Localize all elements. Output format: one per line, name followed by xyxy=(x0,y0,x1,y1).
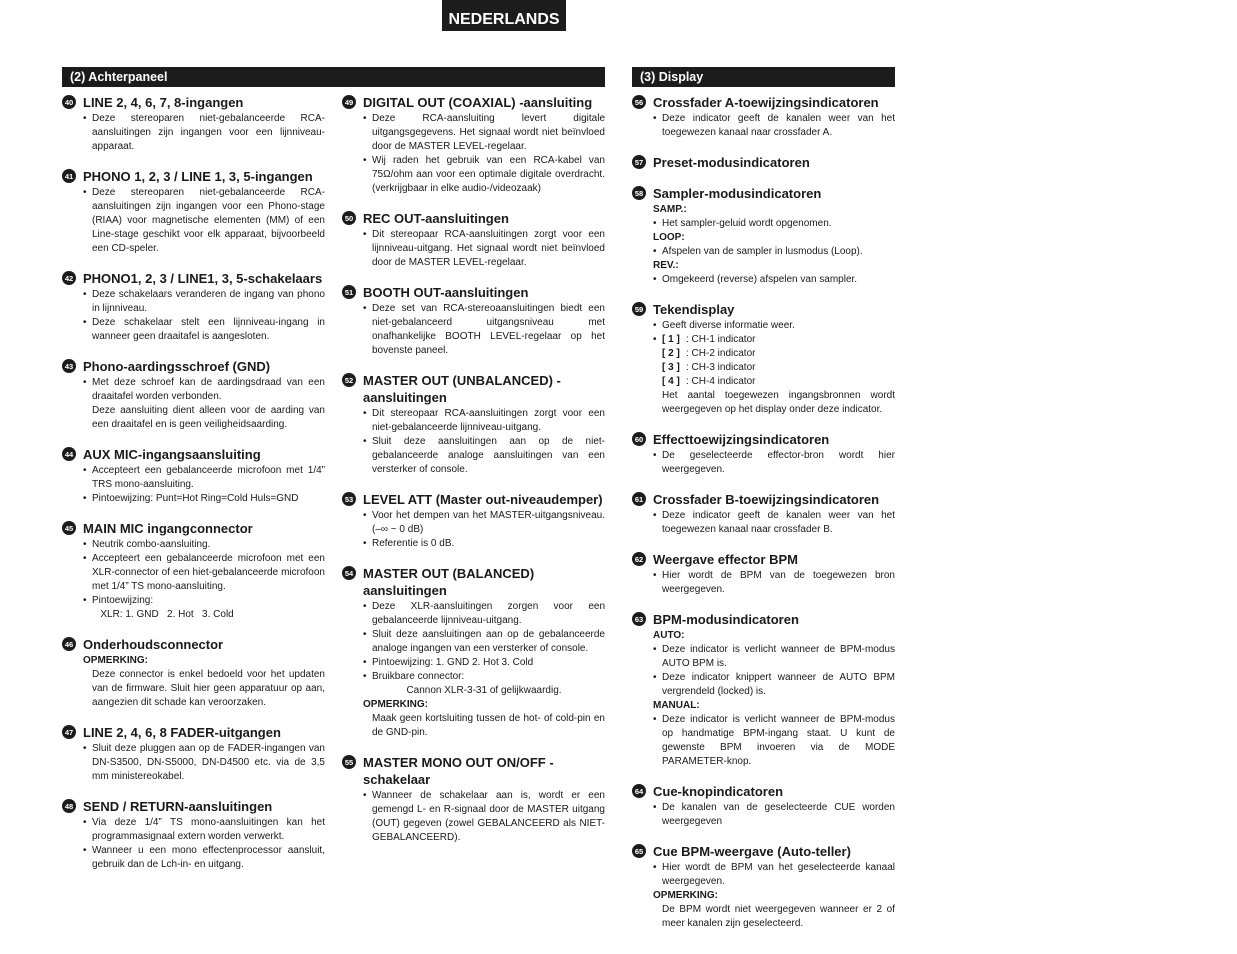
language-tab: NEDERLANDS xyxy=(442,0,566,31)
centered-text: Cannon XLR-3-31 of gelijkwaardig. xyxy=(406,685,562,696)
spec-item xyxy=(62,94,325,154)
spec-item xyxy=(632,783,895,829)
spec-item xyxy=(342,210,605,270)
item-heading xyxy=(342,372,605,406)
spec-item xyxy=(62,168,325,256)
item-heading xyxy=(62,636,325,653)
item-body xyxy=(62,464,325,506)
item-number-badge: 51 xyxy=(342,285,356,299)
bullet-text: Pintoewijzing: Punt=Hot Ring=Cold Huls=GND xyxy=(92,493,299,504)
channel-text: : CH-3 indicator xyxy=(686,362,756,373)
bullet-dot: • xyxy=(363,538,367,549)
item-heading xyxy=(632,94,895,111)
item-heading xyxy=(342,565,605,599)
bullet-item xyxy=(653,112,895,140)
bullet-text: Sluit deze aansluitingen aan op de niet-gebalanceerde analoge aansluitingen van een versterker of console. xyxy=(372,436,605,475)
item-heading xyxy=(632,431,895,448)
spec-item xyxy=(62,270,325,344)
bullet-text: De kanalen van de geselecteerde CUE worden weergegeven xyxy=(662,802,895,827)
bullet-dot: • xyxy=(363,408,367,419)
item-heading xyxy=(342,491,605,508)
item-number-badge: 55 xyxy=(342,755,356,769)
item-number-badge: 57 xyxy=(632,155,646,169)
item-title: MASTER OUT (BALANCED) aansluitingen xyxy=(363,566,535,598)
item-body xyxy=(632,861,898,931)
item-heading xyxy=(632,783,895,800)
bullet-item xyxy=(653,861,895,889)
spec-item xyxy=(342,284,605,358)
bullet-dot: • xyxy=(363,510,367,521)
channel-code: [ 2 ] xyxy=(662,348,680,359)
spec-item xyxy=(62,520,325,622)
item-heading xyxy=(62,168,325,185)
item-body xyxy=(632,569,895,597)
item-heading xyxy=(342,94,605,111)
bullet-item xyxy=(363,112,605,154)
item-heading xyxy=(62,798,325,815)
item-heading xyxy=(632,185,895,202)
item-number-badge: 64 xyxy=(632,784,646,798)
channel-entry xyxy=(662,375,755,389)
sub-label: OPMERKING: xyxy=(653,890,718,901)
bullet-dot: • xyxy=(653,714,657,725)
item-title: PHONO 1, 2, 3 / LINE 1, 3, 5-ingangen xyxy=(83,169,313,184)
bullet-dot: • xyxy=(83,377,87,388)
item-body xyxy=(632,319,898,417)
bullet-item xyxy=(83,464,325,492)
bullet-dot: • xyxy=(363,436,367,447)
item-title: LINE 2, 4, 6, 8 FADER-uitgangen xyxy=(83,725,281,740)
item-heading xyxy=(62,270,325,287)
item-title: LINE 2, 4, 6, 7, 8-ingangen xyxy=(83,95,244,110)
item-body xyxy=(342,509,605,551)
bullet-text: Accepteert een gebalanceerde microfoon met een XLR-connector of een hiet-gebalanceerde microfoon met 1/4” TS mono-aansluiting. xyxy=(92,553,325,592)
bullet-item xyxy=(653,671,895,699)
bullet-text: Wij raden het gebruik van een RCA-kabel van 75Ω/ohm aan voor een optimale digitale overdracht. (verkrijgbaar in elke audio-/videozaak) xyxy=(372,155,605,194)
spec-item xyxy=(62,446,325,506)
spec-item xyxy=(342,754,605,845)
item-number-badge: 48 xyxy=(62,799,76,813)
bullet-dot: • xyxy=(363,113,367,124)
bullet-text: Pintoewijzing: xyxy=(92,595,154,606)
column-left xyxy=(62,94,328,886)
spec-item xyxy=(62,724,325,784)
bullet-text: Referentie is 0 dB. xyxy=(372,538,455,549)
item-number-badge: 59 xyxy=(632,302,646,316)
item-title: PHONO1, 2, 3 / LINE1, 3, 5-schakelaars xyxy=(83,271,323,286)
bullet-dot: • xyxy=(83,845,87,856)
channel-entry xyxy=(662,361,755,375)
bullet-text: Geeft diverse informatie weer. xyxy=(662,320,795,331)
bullet-text: Sluit deze pluggen aan op de FADER-ingangen van DN-S3500, DN-S5000, DN-D4500 etc. via de 3,5 mm ministereokabel. xyxy=(92,743,325,782)
bullet-item xyxy=(363,302,605,358)
bullet-item xyxy=(83,112,325,154)
item-heading xyxy=(632,611,895,628)
bullet-text: Dit stereopaar RCA-aansluitingen zorgt voor een lijnniveau-uitgang. Het signaal wordt niet beïnvloed door de MASTER LEVEL-regelaar. xyxy=(372,229,605,268)
bullet-dot: • xyxy=(83,539,87,550)
sub-label: OPMERKING: xyxy=(83,655,148,666)
bullet-dot: • xyxy=(363,601,367,612)
item-number-badge: 61 xyxy=(632,492,646,506)
item-body xyxy=(632,629,895,769)
channel-indicator-row xyxy=(653,361,895,375)
item-body xyxy=(342,228,605,270)
bullet-text: Wanneer de schakelaar aan is, wordt er een gemengd L- en R-signaal door de MASTER uitgang (OUT) gegeven (zowel GEBALANCEERD als NIET-GEBALANCEERD). xyxy=(372,790,605,843)
item-title: BOOTH OUT-aansluitingen xyxy=(363,285,529,300)
indented-text: Maak geen kortsluiting tussen de hot- of cold-pin en de GND-pin. xyxy=(372,713,608,738)
channel-code: [ 4 ] xyxy=(662,376,680,387)
spec-item xyxy=(632,551,895,597)
item-number-badge: 62 xyxy=(632,552,646,566)
item-heading xyxy=(62,446,325,463)
item-body xyxy=(62,538,325,622)
item-heading xyxy=(62,358,325,375)
item-title: Effecttoewijzingsindicatoren xyxy=(653,432,830,447)
item-title: SEND / RETURN-aansluitingen xyxy=(83,799,273,814)
spec-item xyxy=(632,491,895,537)
bullet-dot: • xyxy=(83,187,87,198)
bullet-item xyxy=(83,186,325,256)
bullet-text: Voor het dempen van het MASTER-uitgangsniveau. (–∞ ~ 0 dB) xyxy=(372,510,605,535)
spec-item xyxy=(632,154,895,171)
bullet-dot: • xyxy=(653,644,657,655)
item-title: Onderhoudsconnector xyxy=(83,637,224,652)
bullet-text: Deze schakelaar stelt een lijnniveau-ingang in wanneer geen draaitafel is aangesloten. xyxy=(92,317,325,342)
item-title: AUX MIC-ingangsaansluiting xyxy=(83,447,261,462)
bullet-dot: • xyxy=(653,450,657,461)
bullet-text: Deze XLR-aansluitingen zorgen voor een gebalanceerde lijnniveau-uitgang. xyxy=(372,601,605,626)
bullet-item xyxy=(83,288,325,316)
bullet-dot: • xyxy=(363,671,367,682)
bullet-dot: • xyxy=(653,246,657,257)
bullet-text: Deze indicator is verlicht wanneer de BPM-modus AUTO BPM is. xyxy=(662,644,895,669)
spec-item xyxy=(62,358,328,432)
item-body xyxy=(62,816,325,872)
item-number-badge: 43 xyxy=(62,359,76,373)
item-heading xyxy=(632,843,895,860)
bullet-item xyxy=(363,435,605,477)
item-number-badge: 41 xyxy=(62,169,76,183)
channel-entry xyxy=(662,333,755,347)
channel-indicator-row xyxy=(653,347,895,361)
item-number-badge: 50 xyxy=(342,211,356,225)
item-title: REC OUT-aansluitingen xyxy=(363,211,509,226)
bullet-item xyxy=(653,801,895,829)
item-heading xyxy=(342,210,605,227)
bullet-text: Omgekeerd (reverse) afspelen van sampler. xyxy=(662,274,858,285)
item-body xyxy=(632,449,895,477)
bullet-text: Deze stereoparen niet-gebalanceerde RCA-aansluitingen zijn ingangen voor een lijnniveau-apparaat. xyxy=(92,113,325,152)
bullet-item xyxy=(653,569,895,597)
spec-item xyxy=(632,185,895,287)
channel-indicator-row xyxy=(653,375,895,389)
item-number-badge: 63 xyxy=(632,612,646,626)
item-body xyxy=(342,112,605,196)
channel-text: : CH-4 indicator xyxy=(686,376,756,387)
spec-item xyxy=(62,798,325,872)
item-body xyxy=(342,600,608,740)
sub-label: REV.: xyxy=(653,260,679,271)
item-heading xyxy=(632,551,895,568)
bullet-item xyxy=(83,594,325,608)
spec-item xyxy=(632,301,898,417)
bullet-text: Dit stereopaar RCA-aansluitingen zorgt voor een niet-gebalanceerde lijnniveau-uitgang. xyxy=(372,408,605,433)
bullet-dot: • xyxy=(83,817,87,828)
bullet-item xyxy=(363,600,605,628)
bullet-item xyxy=(83,376,325,404)
item-heading xyxy=(632,301,895,318)
item-number-badge: 52 xyxy=(342,373,356,387)
item-title: LEVEL ATT (Master out-niveaudemper) xyxy=(363,492,603,507)
item-title: Cue-knopindicatoren xyxy=(653,784,784,799)
bullet-dot: • xyxy=(83,113,87,124)
bullet-text: Sluit deze aansluitingen aan op de gebalanceerde analoge ingangen van een versterker of console. xyxy=(372,629,605,654)
sub-label: SAMP.: xyxy=(653,204,687,215)
item-heading xyxy=(62,724,325,741)
bullet-text: Deze indicator knippert wanneer de AUTO BPM vergrendeld (locked) is. xyxy=(662,672,895,697)
bullet-text: Deze set van RCA-stereoaansluitingen biedt een niet-gebalanceerd uitgangsniveau met onafhankelijke BOOTH LEVEL-regelaar op het bovenste paneel. xyxy=(372,303,605,356)
bullet-dot: • xyxy=(363,229,367,240)
bullet-text: Hier wordt de BPM van de toegewezen bron weergegeven. xyxy=(662,570,895,595)
bullet-text: Deze indicator geeft de kanalen weer van het toegewezen kanaal naar crossfader B. xyxy=(662,510,895,535)
bullet-dot: • xyxy=(653,113,657,124)
sub-label: LOOP: xyxy=(653,232,685,243)
item-body xyxy=(62,742,325,784)
bullet-text: Deze RCA-aansluiting levert digitale uitgangsgegevens. Het signaal wordt niet beïnvloed door de MASTER LEVEL-regelaar. xyxy=(372,113,605,152)
bullet-item xyxy=(363,509,605,537)
channel-indicator-row xyxy=(653,333,895,347)
indented-text: Het aantal toegewezen ingangsbronnen wordt weergegeven op het display onder deze indicator. xyxy=(662,390,898,415)
item-title: Crossfader A-toewijzingsindicatoren xyxy=(653,95,879,110)
bullet-dot: • xyxy=(653,510,657,521)
item-heading xyxy=(632,154,895,171)
bullet-text: De geselecteerde effector-bron wordt hier weergegeven. xyxy=(662,450,895,475)
bullet-dot: • xyxy=(653,334,657,345)
bullet-text: Hier wordt de BPM van het geselecteerde kanaal weergegeven. xyxy=(662,862,895,887)
sub-label: AUTO: xyxy=(653,630,685,641)
item-number-badge: 42 xyxy=(62,271,76,285)
item-number-badge: 60 xyxy=(632,432,646,446)
item-title: Tekendisplay xyxy=(653,302,735,317)
bullet-dot: • xyxy=(653,320,657,331)
bullet-item xyxy=(653,245,895,259)
bullet-item xyxy=(83,552,325,594)
bullet-text: Het sampler-geluid wordt opgenomen. xyxy=(662,218,832,229)
bullet-dot: • xyxy=(653,862,657,873)
bullet-item xyxy=(363,407,605,435)
channel-text: : CH-1 indicator xyxy=(686,334,756,345)
spec-item xyxy=(342,491,605,551)
column-middle xyxy=(342,94,608,859)
sub-label: OPMERKING: xyxy=(363,699,428,710)
bullet-item xyxy=(363,670,605,684)
bullet-dot: • xyxy=(653,570,657,581)
item-body xyxy=(62,288,325,344)
bullet-dot: • xyxy=(653,274,657,285)
item-number-badge: 65 xyxy=(632,844,646,858)
bullet-text: Deze indicator is verlicht wanneer de BPM-modus op handmatige BPM-ingang staat. U kunt de gewenste BPM invoeren via de MODE PARAMETER-knop. xyxy=(662,714,895,767)
section-header-rear-panel: (2) Achterpaneel xyxy=(62,67,605,87)
bullet-text: Bruikbare connector: xyxy=(372,671,465,682)
bullet-item xyxy=(653,319,895,333)
item-body xyxy=(342,789,605,845)
channel-code: [ 3 ] xyxy=(662,362,680,373)
item-heading xyxy=(62,520,325,537)
bullet-item xyxy=(653,713,895,769)
bullet-dot: • xyxy=(83,465,87,476)
bullet-item xyxy=(363,154,605,196)
item-number-badge: 40 xyxy=(62,95,76,109)
item-number-badge: 56 xyxy=(632,95,646,109)
item-heading xyxy=(342,754,605,788)
item-heading xyxy=(342,284,605,301)
bullet-dot: • xyxy=(83,553,87,564)
bullet-item xyxy=(653,643,895,671)
bullet-dot: • xyxy=(363,657,367,668)
item-title: Weergave effector BPM xyxy=(653,552,798,567)
bullet-dot: • xyxy=(83,317,87,328)
spec-item xyxy=(342,565,608,740)
item-title: MASTER MONO OUT ON/OFF - schakelaar xyxy=(363,755,554,787)
item-number-badge: 58 xyxy=(632,186,646,200)
spec-item xyxy=(342,94,605,196)
bullet-item xyxy=(363,628,605,656)
bullet-dot: • xyxy=(83,743,87,754)
indented-text: Deze aansluiting dient alleen voor de aarding van een draaitafel en is geen veiligheidsaarding. xyxy=(92,405,328,430)
section-header-display: (3) Display xyxy=(632,67,895,87)
item-number-badge: 49 xyxy=(342,95,356,109)
item-number-badge: 54 xyxy=(342,566,356,580)
bullet-text: Deze indicator geeft de kanalen weer van het toegewezen kanaal naar crossfader A. xyxy=(662,113,895,138)
bullet-item xyxy=(363,656,605,670)
bullet-dot: • xyxy=(653,672,657,683)
item-body xyxy=(62,186,325,256)
item-title: BPM-modusindicatoren xyxy=(653,612,799,627)
item-body xyxy=(632,203,895,287)
bullet-text: Wanneer u een mono effectenprocessor aansluit, gebruik dan de Lch-in- en uitgang. xyxy=(92,845,325,870)
item-title: Phono-aardingsschroef (GND) xyxy=(83,359,271,374)
bullet-dot: • xyxy=(653,802,657,813)
bullet-item xyxy=(653,509,895,537)
bullet-item xyxy=(83,816,325,844)
item-body xyxy=(632,801,895,829)
bullet-text: Deze stereoparen niet-gebalanceerde RCA-aansluitingen zijn ingangen voor een Phono-stage (RIAA) voor magnetische elementen (MM) of een Line-stage geschikt voor elk apparaat, bijvoorbeeld een CD-speler. xyxy=(92,187,325,254)
spec-item xyxy=(632,611,895,769)
spec-item xyxy=(632,843,898,931)
spec-item xyxy=(632,431,895,477)
bullet-item xyxy=(653,273,895,287)
item-title: DIGITAL OUT (COAXIAL) -aansluiting xyxy=(363,95,593,110)
channel-text: : CH-2 indicator xyxy=(686,348,756,359)
bullet-item xyxy=(83,538,325,552)
bullet-text: Pintoewijzing: 1. GND 2. Hot 3. Cold xyxy=(372,657,534,668)
item-number-badge: 46 xyxy=(62,637,76,651)
item-body xyxy=(632,509,895,537)
bullet-dot: • xyxy=(83,493,87,504)
item-heading xyxy=(632,491,895,508)
bullet-item xyxy=(83,492,325,506)
channel-entry xyxy=(662,347,755,361)
spec-item xyxy=(342,372,605,477)
column-right xyxy=(632,94,898,945)
sub-label: MANUAL: xyxy=(653,700,700,711)
item-number-badge: 47 xyxy=(62,725,76,739)
spec-item xyxy=(62,636,328,710)
bullet-dot: • xyxy=(363,790,367,801)
indented-text: De BPM wordt niet weergegeven wanneer er 2 of meer kanalen zijn geselecteerd. xyxy=(662,904,898,929)
bullet-item xyxy=(363,228,605,270)
bullet-text: Via deze 1/4” TS mono-aansluitingen kan het programmasignaal extern worden verwerkt. xyxy=(92,817,325,842)
bullet-item xyxy=(83,316,325,344)
channel-code: [ 1 ] xyxy=(662,334,680,345)
item-body xyxy=(62,112,325,154)
item-title: Crossfader B-toewijzingsindicatoren xyxy=(653,492,880,507)
item-number-badge: 45 xyxy=(62,521,76,535)
bullet-dot: • xyxy=(363,155,367,166)
bullet-item xyxy=(363,789,605,845)
item-number-badge: 53 xyxy=(342,492,356,506)
item-title: MAIN MIC ingangconnector xyxy=(83,521,253,536)
bullet-item xyxy=(363,537,605,551)
item-title: Sampler-modusindicatoren xyxy=(653,186,822,201)
bullet-text: Deze schakelaars veranderen de ingang van phono in lijnniveau. xyxy=(92,289,325,314)
item-body xyxy=(62,376,328,432)
item-body xyxy=(342,407,605,477)
spec-item xyxy=(632,94,895,140)
item-title: MASTER OUT (UNBALANCED) - aansluitingen xyxy=(363,373,561,405)
bullet-dot: • xyxy=(83,595,87,606)
item-title: Cue BPM-weergave (Auto-teller) xyxy=(653,844,851,859)
indented-text: XLR: 1. GND 2. Hot 3. Cold xyxy=(92,609,234,620)
item-heading xyxy=(62,94,325,111)
bullet-dot: • xyxy=(83,289,87,300)
bullet-text: Accepteert een gebalanceerde microfoon met 1/4” TRS mono-aansluiting. xyxy=(92,465,325,490)
item-body xyxy=(342,302,605,358)
item-title: Preset-modusindicatoren xyxy=(653,155,810,170)
bullet-item xyxy=(653,217,895,231)
indented-text: Deze connector is enkel bedoeld voor het updaten van de firmware. Sluit hier geen apparatuur op aan, aangezien dit schade kan veroorzaken. xyxy=(92,669,328,708)
bullet-dot: • xyxy=(363,629,367,640)
item-body xyxy=(62,654,328,710)
bullet-dot: • xyxy=(653,218,657,229)
bullet-text: Neutrik combo-aansluiting. xyxy=(92,539,211,550)
bullet-item xyxy=(83,742,325,784)
item-body xyxy=(632,112,895,140)
bullet-dot: • xyxy=(363,303,367,314)
bullet-text: Met deze schroef kan de aardingsdraad van een draaitafel worden verbonden. xyxy=(92,377,325,402)
item-number-badge: 44 xyxy=(62,447,76,461)
bullet-text: Afspelen van de sampler in lusmodus (Loop). xyxy=(662,246,863,257)
bullet-item xyxy=(653,449,895,477)
bullet-item xyxy=(83,844,325,872)
